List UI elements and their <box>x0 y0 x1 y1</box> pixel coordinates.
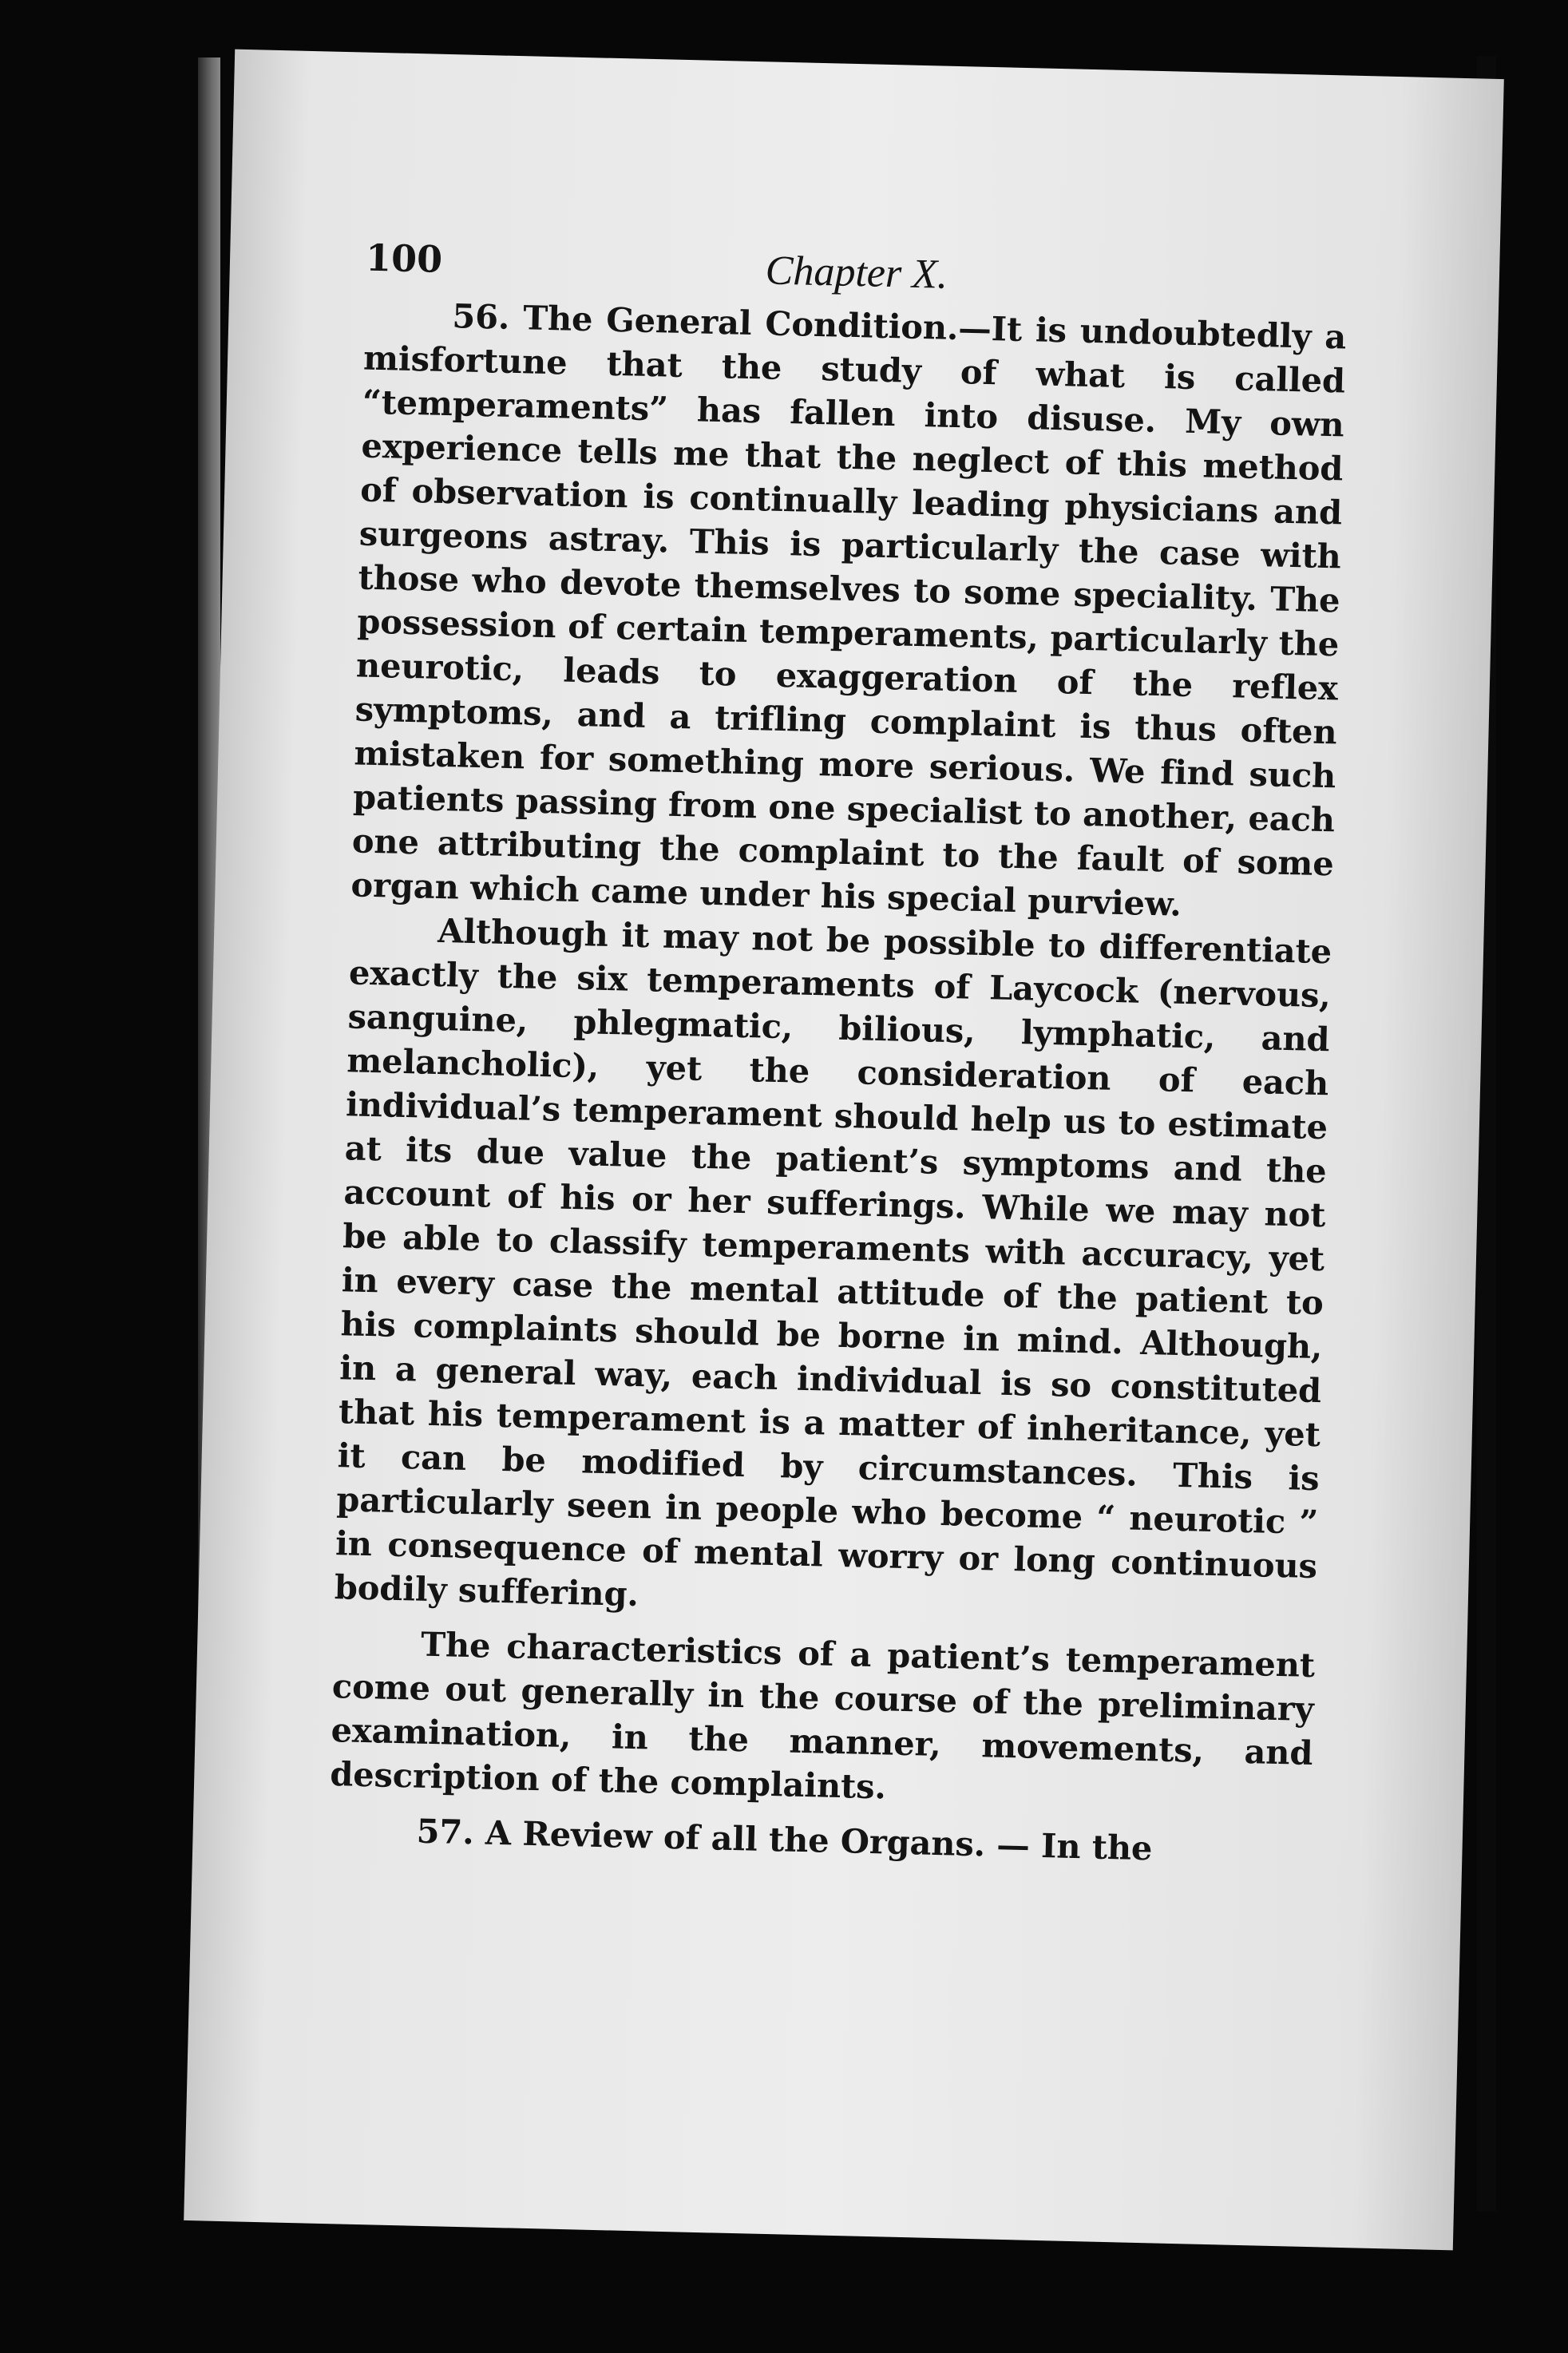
section-57-text: — In the <box>984 1824 1153 1868</box>
book-page <box>184 50 1504 2251</box>
section-56-text: —It is undoubtedly a misfortune that the study of what is called “temperaments” has fallen into disuse. My own experience tells me that the neglect of this method of observation is continually leading physicians and surgeons astray. This is particularly the case with those who devote themselves to some speciality. The possession of certain temperaments, particularly the neurotic, leads to exaggeration of the reflex symptoms, and a trifling complaint is thus often mistaken for something more serious. We find such patients passing from one specialist to another, each one attributing the complaint to the fault of some organ which came under his special purview. <box>350 308 1347 924</box>
paragraph-section-57 <box>328 1807 1311 1874</box>
section-57-heading: 57. A Review of all the Organs. <box>416 1811 986 1864</box>
paragraph-temperaments: Although it may not be possible to differentiate exactly the six temperaments of Laycock (nervous, sanguine, phlegmatic, bilious, lymphatic, and melancholic), yet the consideration of each individual’s temperament should help us to estimate at its due value the patient’s symptoms and the account of his or her sufferings. While we may not be able to classify temperaments with accuracy, yet in every case the mental attitude of the patient to his complaints should be borne in mind. Although, in a general way, each individual is so constituted that his temperament is a matter of inheritance, yet it can be modified by circumstances. This is particularly seen in people who become “ neurotic ” in consequence of mental worry or long continuous bodily suffering. <box>334 910 1332 1614</box>
chapter-title: Chapter X. <box>765 248 948 298</box>
paragraph-characteristics: The characteristics of a patient’s temperament come out generally in the course of the preliminary examination, in the manner, movements, and description of the complaints. <box>329 1624 1316 1807</box>
page-content <box>328 236 1348 1874</box>
page-number: 100 <box>365 236 443 281</box>
section-56-heading: 56. The General Condition. <box>451 296 959 348</box>
paragraph-section-56 <box>350 292 1347 930</box>
